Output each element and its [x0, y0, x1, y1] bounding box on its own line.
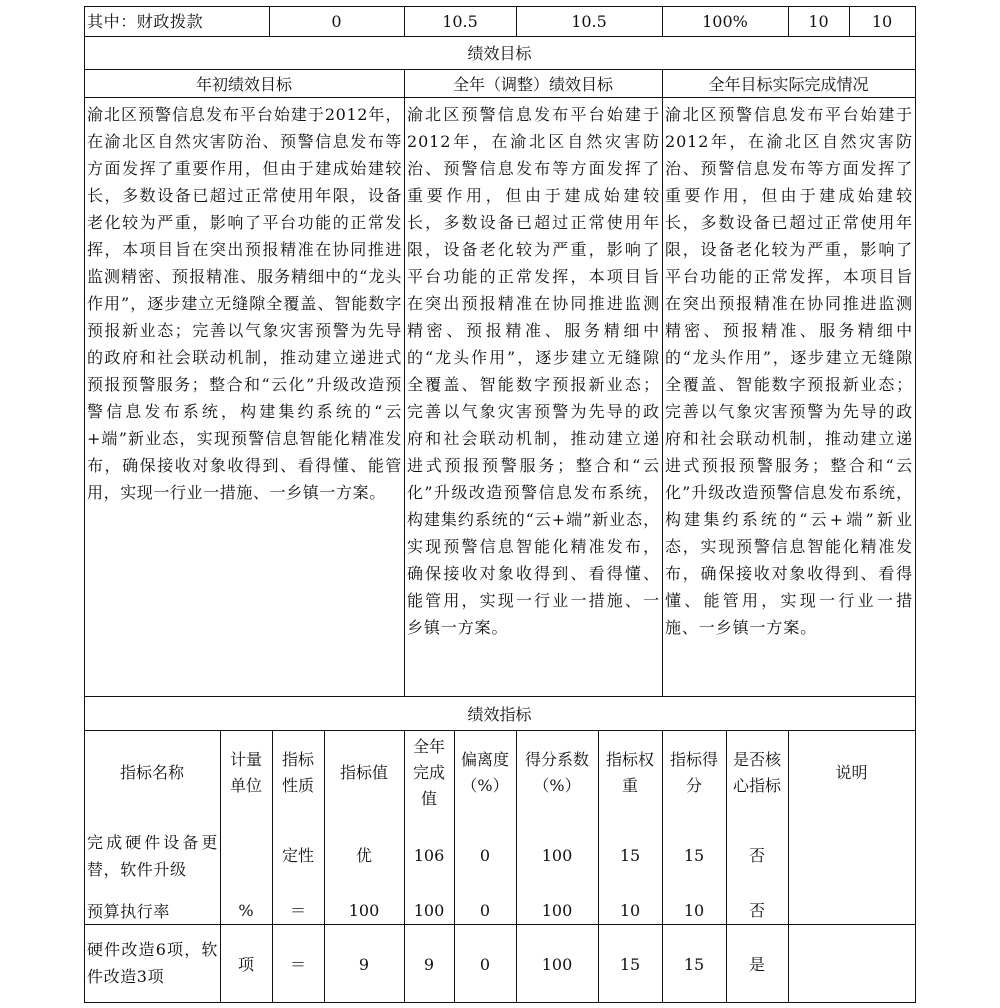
fiscal-value-cell: 100% — [702, 11, 748, 31]
goals-section-title: 绩效目标 — [467, 43, 532, 63]
indicator-header: 指标得分 — [669, 749, 718, 795]
fiscal-value-cell: 0 — [331, 11, 342, 31]
table-border — [84, 696, 916, 697]
table-border — [84, 730, 916, 731]
indicator-core: 否 — [748, 900, 765, 920]
goals-header-adjusted: 全年（调整）绩效目标 — [452, 74, 613, 94]
indicator-weight: 10 — [619, 900, 641, 920]
goals-header-initial: 年初绩效目标 — [195, 74, 292, 94]
indicator-nature: ＝ — [289, 900, 306, 920]
indicator-score: 15 — [683, 954, 705, 974]
indicator-header: 得分系数（%） — [524, 749, 589, 795]
indicator-name: 完成硬件设备更替，软件升级 — [87, 833, 218, 879]
indicator-unit — [220, 827, 272, 883]
fiscal-value-cell: 10 — [871, 11, 893, 31]
indicator-score-coef: 100 — [541, 845, 573, 865]
table-border — [84, 1002, 916, 1003]
table-border — [598, 730, 599, 1003]
indicator-header: 说明 — [835, 763, 868, 782]
table-border — [516, 730, 517, 1003]
fiscal-row-label: 其中：财政拨款 — [87, 12, 204, 31]
table-border — [849, 6, 850, 36]
indicator-weight: 15 — [619, 954, 641, 974]
indicators-section-title: 绩效指标 — [467, 704, 532, 724]
indicator-deviation: 0 — [479, 954, 491, 974]
table-border — [915, 6, 916, 1003]
indicator-core: 否 — [748, 845, 765, 865]
table-border — [404, 6, 405, 36]
indicator-value: 100 — [348, 900, 380, 920]
indicator-score: 15 — [683, 845, 705, 865]
indicator-actual: 9 — [423, 954, 435, 974]
indicator-actual: 106 — [413, 845, 445, 865]
table-border — [726, 730, 727, 1003]
indicator-header: 指标值 — [339, 763, 388, 782]
actual-goal-text: 渝北区预警信息发布平台始建于2012年，在渝北区自然灾害防治、预警信息发布等方面发挥了重要作用，但由于建成始建较长，多数设备已超过正常使用年限，设备老化较为严重，影响了平台功能的正常发挥，本项目旨在突出预报精准在协同推进监测精密、预报精准、服务精细中的“龙头作用”，逐步建立无缝隙全覆盖、智能数字预报新业态；完善以气象灾害预警为先导的政府和社会联动机制，推动建立递进式预报预警服务；整合和“云化”升级改造预警信息发布系统，构建集约系统的“云+端”新业态，实现预警信息智能化精准发布，确保接收对象收得到、看得懂、能管用，实现一行业一措施、一乡镇一方案。 — [665, 105, 913, 637]
indicator-name: 预算执行率 — [87, 902, 171, 921]
indicator-header: 偏离度（%） — [460, 749, 509, 795]
indicator-header: 计量单位 — [229, 749, 262, 795]
table-border — [404, 69, 405, 697]
fiscal-value-cell: 10.5 — [571, 11, 607, 31]
adjusted-goal-text: 渝北区预警信息发布平台始建于2012年，在渝北区自然灾害防治、预警信息发布等方面发挥了重要作用，但由于建成始建较长，多数设备已超过正常使用年限，设备老化较为严重，影响了平台功能的正常发挥，本项目旨在突出预报精准在协同推进监测精密、预报精准、服务精细中的“龙头作用”，逐步建立无缝隙全覆盖、智能数字预报新业态；完善以气象灾害预警为先导的政府和社会联动机制，推动建立递进式预报预警服务；整合和“云化”升级改造预警信息发布系统，构建集约系统的“云+端”新业态，实现预警信息智能化精准发布，确保接收对象收得到、看得懂、能管用，实现一行业一措施、一乡镇一方案。 — [407, 105, 660, 637]
indicator-nature: ＝ — [289, 954, 306, 974]
goals-header-actual: 全年目标实际完成情况 — [708, 74, 869, 94]
indicator-header: 指标权重 — [605, 749, 654, 795]
indicator-core: 是 — [748, 954, 765, 974]
indicator-score: 10 — [683, 900, 705, 920]
table-border — [269, 6, 270, 36]
table-border — [220, 730, 221, 1003]
indicator-actual: 100 — [413, 900, 445, 920]
indicator-deviation: 0 — [479, 845, 491, 865]
fiscal-value-cell: 10 — [808, 11, 829, 31]
table-border — [516, 6, 517, 36]
indicator-header: 指标名称 — [119, 763, 184, 782]
indicator-note — [788, 934, 915, 994]
table-border — [788, 730, 789, 1003]
indicator-deviation: 0 — [479, 900, 491, 920]
fiscal-value-cell: 10.5 — [442, 11, 478, 31]
table-border — [84, 6, 916, 7]
table-border — [272, 730, 273, 1003]
indicator-value: 9 — [358, 954, 370, 974]
initial-goal-text: 渝北区预警信息发布平台始建于2012年，在渝北区自然灾害防治、预警信息发布等方面发挥了重要作用，但由于建成始建较长，多数设备已超过正常使用年限，设备老化较为严重，影响了平台功能的正常发挥，本项目旨在突出预报精准在协同推进监测精密、预报精准、服务精细中的“龙头作用”，逐步建立无缝隙全覆盖、智能数字预报新业态；完善以气象灾害预警为先导的政府和社会联动机制，推动建立递进式预报预警服务；整合和“云化”升级改造预警信息发布系统，构建集约系统的“云+端”新业态，实现预警信息智能化精准发布，确保接收对象收得到、看得懂、能管用，实现一行业一措施、一乡镇一方案。 — [87, 105, 402, 502]
indicator-header: 全年完成值 — [413, 736, 446, 808]
table-border — [404, 730, 405, 1003]
table-border — [662, 6, 663, 36]
indicator-note — [788, 827, 915, 883]
indicator-score-coef: 100 — [541, 954, 573, 974]
table-border — [662, 69, 663, 697]
table-border — [84, 97, 916, 98]
indicator-weight: 15 — [619, 845, 641, 865]
indicator-header: 指标性质 — [281, 749, 314, 795]
indicator-name: 硬件改造6项，软件改造3项 — [87, 940, 218, 986]
indicator-header: 是否核心指标 — [732, 749, 781, 795]
indicator-unit: % — [238, 900, 254, 920]
indicator-value: 优 — [355, 845, 372, 865]
indicator-score-coef: 100 — [541, 900, 573, 920]
indicator-note — [788, 896, 915, 924]
table-border — [84, 69, 916, 70]
indicator-unit: 项 — [237, 954, 254, 974]
table-border — [662, 730, 663, 1003]
table-border — [788, 6, 789, 36]
table-border — [84, 36, 916, 37]
table-border — [84, 6, 85, 1003]
table-border — [84, 924, 916, 925]
indicator-nature: 定性 — [281, 845, 314, 865]
table-border — [454, 730, 455, 1003]
table-border — [324, 730, 325, 1003]
